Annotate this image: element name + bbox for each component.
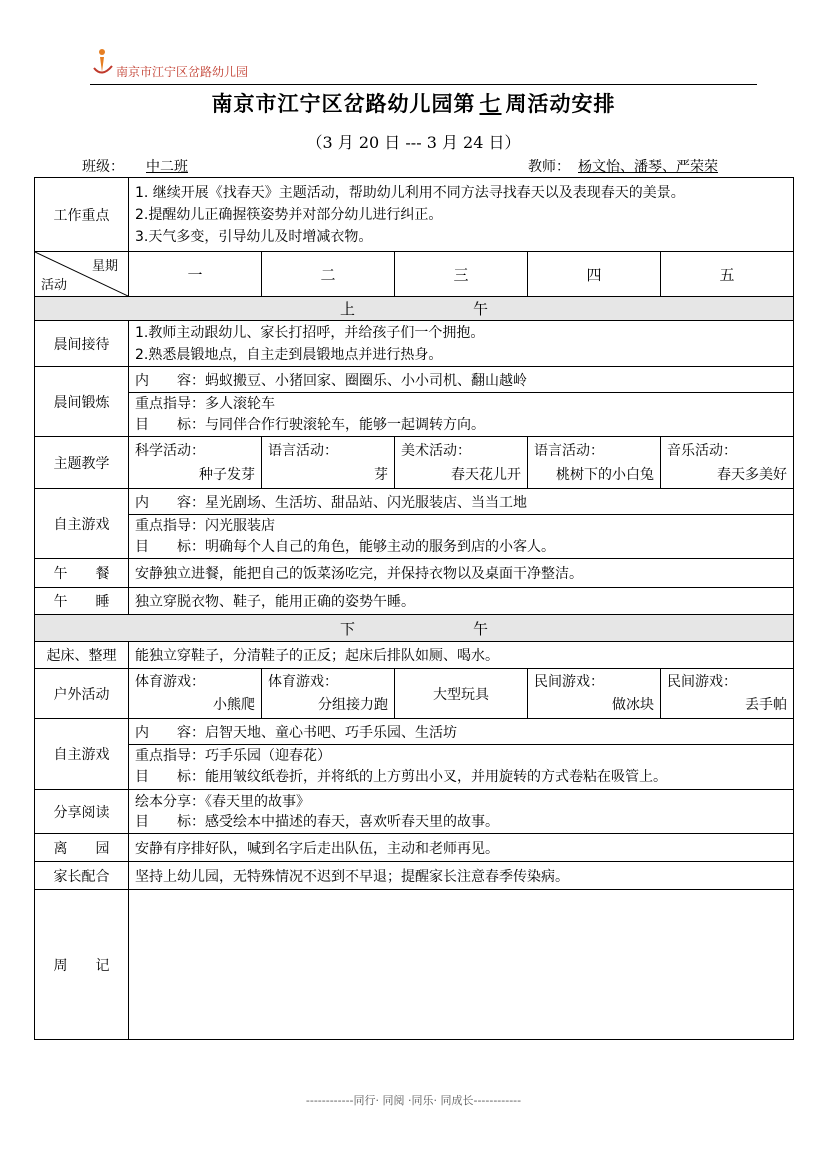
lunch-label: 午 餐 <box>35 559 129 588</box>
class-label: 班级： <box>82 159 124 175</box>
day-thursday: 四 <box>528 252 661 297</box>
day-tuesday: 二 <box>262 252 395 297</box>
theme-cell <box>528 437 661 489</box>
page-header <box>90 44 757 85</box>
activity-name: 丢手帕 <box>745 696 787 713</box>
activity-name: 做冰块 <box>612 696 654 713</box>
morning-label-2: 午 <box>473 300 489 318</box>
row-reading <box>35 790 794 834</box>
row-day-headers <box>35 252 794 297</box>
outdoor-label: 户外活动 <box>35 669 129 719</box>
activity-type: 音乐活动： <box>667 442 737 459</box>
work-focus-line: 2.提醒幼儿正确握筷姿势并对部分幼儿进行纠正。 <box>135 206 443 223</box>
day-friday: 五 <box>661 252 794 297</box>
leave-label: 离 园 <box>35 834 129 862</box>
outdoor-cell <box>395 669 528 719</box>
reception-line: 2.熟悉晨锻地点，自主走到晨锻地点并进行热身。 <box>135 346 443 363</box>
free-play-focus: 重点指导：巧手乐园（迎春花） <box>135 748 331 764</box>
exercise-goal: 目 标：与同伴合作行驶滚轮车，能够一起调转方向。 <box>135 416 485 433</box>
outdoor-cell <box>129 669 262 719</box>
morning-section-header <box>35 297 794 321</box>
title-suffix: 周活动安排 <box>505 91 616 116</box>
nap-label: 午 睡 <box>35 588 129 615</box>
activity-type: 体育游戏： <box>268 673 338 690</box>
activity-type: 语言活动： <box>534 442 604 459</box>
activity-type: 语言活动： <box>268 442 338 459</box>
theme-cell <box>395 437 528 489</box>
parents-content: 坚持上幼儿园，无特殊情况不迟到不早退；提醒家长注意春季传染病。 <box>129 862 794 890</box>
activity-type: 民间游戏： <box>534 673 604 690</box>
morning-reception-content <box>129 321 794 367</box>
lunch-content: 安静独立进餐，能把自己的饭菜汤吃完，并保持衣物以及桌面干净整洁。 <box>129 559 794 588</box>
afternoon-label: 下 <box>339 619 355 638</box>
morning-label: 上 <box>339 300 355 318</box>
morning-exercise-content: 内 容：蚂蚁搬豆、小猪回家、圈圈乐、小小司机、翻山越岭 <box>129 367 794 393</box>
morning-reception-label: 晨间接待 <box>35 321 129 367</box>
diagonal-header-cell <box>35 252 129 297</box>
theme-cell <box>661 437 794 489</box>
outdoor-cell <box>262 669 395 719</box>
row-wakeup <box>35 642 794 669</box>
theme-cell <box>262 437 395 489</box>
row-nap <box>35 588 794 615</box>
row-morning-section <box>35 297 794 321</box>
row-leave <box>35 834 794 862</box>
afternoon-section-header <box>35 615 794 642</box>
activity-name: 春天多美好 <box>717 466 787 483</box>
row-lunch <box>35 559 794 588</box>
teacher-info <box>528 156 726 176</box>
row-parents <box>35 862 794 890</box>
morning-exercise-guidance <box>129 393 794 437</box>
date-range: （3 月 20 日 --- 3 月 24 日） <box>306 133 521 152</box>
activity-type: 体育游戏： <box>135 673 205 690</box>
reading-goal: 目 标：感受绘本中描述的春天，喜欢听春天里的故事。 <box>135 813 499 830</box>
work-focus-content <box>129 178 794 252</box>
row-free-play-am <box>35 489 794 515</box>
row-free-play-pm <box>35 719 794 745</box>
morning-exercise-label: 晨间锻炼 <box>35 367 129 437</box>
title-prefix: 南京市江宁区岔路幼儿园第 <box>211 91 476 116</box>
activity-name: 芽 <box>374 466 388 483</box>
day-wednesday: 三 <box>395 252 528 297</box>
work-focus-line: 1. 继续开展《找春天》主题活动，帮助幼儿利用不同方法寻找春天以及表现春天的美景。 <box>135 184 685 201</box>
free-play-am-label: 自主游戏 <box>35 489 129 559</box>
activity-name: 种子发芽 <box>199 466 255 483</box>
afternoon-label-2: 午 <box>473 619 489 638</box>
weekly-schedule-table <box>34 177 794 1040</box>
free-play-goal: 目 标：能用皱纹纸卷折，并将纸的上方剪出小叉，并用旋转的方式卷粘在吸管上。 <box>135 769 667 785</box>
free-play-focus: 重点指导：闪光服装店 <box>135 517 275 534</box>
weekly-notes-content[interactable] <box>129 890 794 1040</box>
row-morning-exercise-focus <box>35 393 794 437</box>
row-free-play-pm-focus <box>35 745 794 790</box>
row-outdoor <box>35 669 794 719</box>
free-play-am-content: 内 容：星光剧场、生活坊、甜品站、闪光服装店、当当工地 <box>129 489 794 515</box>
free-play-pm-content: 内 容：启智天地、童心书吧、巧手乐园、生活坊 <box>129 719 794 745</box>
activity-name: 分组接力跑 <box>318 696 388 713</box>
activity-type: 科学活动： <box>135 442 205 459</box>
activity-name: 小熊爬 <box>213 696 255 713</box>
row-free-play-am-focus <box>35 515 794 559</box>
teacher-label: 教师： <box>528 159 570 175</box>
activity-header-label: 活动 <box>41 278 68 293</box>
kindergarten-logo-icon <box>90 46 114 76</box>
row-work-focus <box>35 178 794 252</box>
free-play-pm-guidance <box>129 745 794 790</box>
leave-content: 安静有序排好队，喊到名字后走出队伍，主动和老师再见。 <box>129 834 794 862</box>
nap-content: 独立穿脱衣物、鞋子，能用正确的姿势午睡。 <box>129 588 794 615</box>
exercise-focus: 重点指导：多人滚轮车 <box>135 395 275 412</box>
row-morning-reception <box>35 321 794 367</box>
work-focus-label: 工作重点 <box>35 178 129 252</box>
reception-line: 1.教师主动跟幼儿、家长打招呼，并给孩子们一个拥抱。 <box>135 324 485 341</box>
reading-book: 绘本分享：《春天里的故事》 <box>135 793 310 810</box>
theme-teaching-label: 主题教学 <box>35 437 129 489</box>
header-school-name: 南京市江宁区岔路幼儿园 <box>116 65 249 79</box>
activity-name: 春天花儿开 <box>451 466 521 483</box>
title-week-number: 七 <box>479 91 502 116</box>
wakeup-label: 起床、整理 <box>35 642 129 669</box>
row-weekly-notes <box>35 890 794 1040</box>
weekly-notes-label: 周 记 <box>35 890 129 1040</box>
free-play-goal: 目 标：明确每个人自己的角色，能够主动的服务到店的小客人。 <box>135 538 555 555</box>
activity-type: 美术活动： <box>401 442 471 459</box>
row-afternoon-section <box>35 615 794 642</box>
teacher-value: 杨文怡、潘琴、严荣荣 <box>578 159 718 175</box>
wakeup-content: 能独立穿鞋子，分清鞋子的正反；起床后排队如厕、喝水。 <box>129 642 794 669</box>
activity-type: 民间游戏： <box>667 673 737 690</box>
free-play-am-guidance <box>129 515 794 559</box>
class-value: 中二班 <box>146 159 188 175</box>
free-play-pm-label: 自主游戏 <box>35 719 129 790</box>
theme-cell <box>129 437 262 489</box>
reading-label: 分享阅读 <box>35 790 129 834</box>
work-focus-line: 3.天气多变，引导幼儿及时增减衣物。 <box>135 228 373 245</box>
class-info <box>82 156 196 176</box>
page-title <box>0 88 827 118</box>
page-footer: ------------同行· 同阅 ·同乐· 同成长------------ <box>305 1094 522 1107</box>
activity-name: 桃树下的小白兔 <box>556 466 654 483</box>
outdoor-cell <box>661 669 794 719</box>
reading-content <box>129 790 794 834</box>
weekday-header-label: 星期 <box>91 259 118 274</box>
parents-label: 家长配合 <box>35 862 129 890</box>
day-monday: 一 <box>129 252 262 297</box>
outdoor-cell <box>528 669 661 719</box>
row-theme-teaching <box>35 437 794 489</box>
activity-name: 大型玩具 <box>433 686 489 703</box>
row-morning-exercise <box>35 367 794 393</box>
